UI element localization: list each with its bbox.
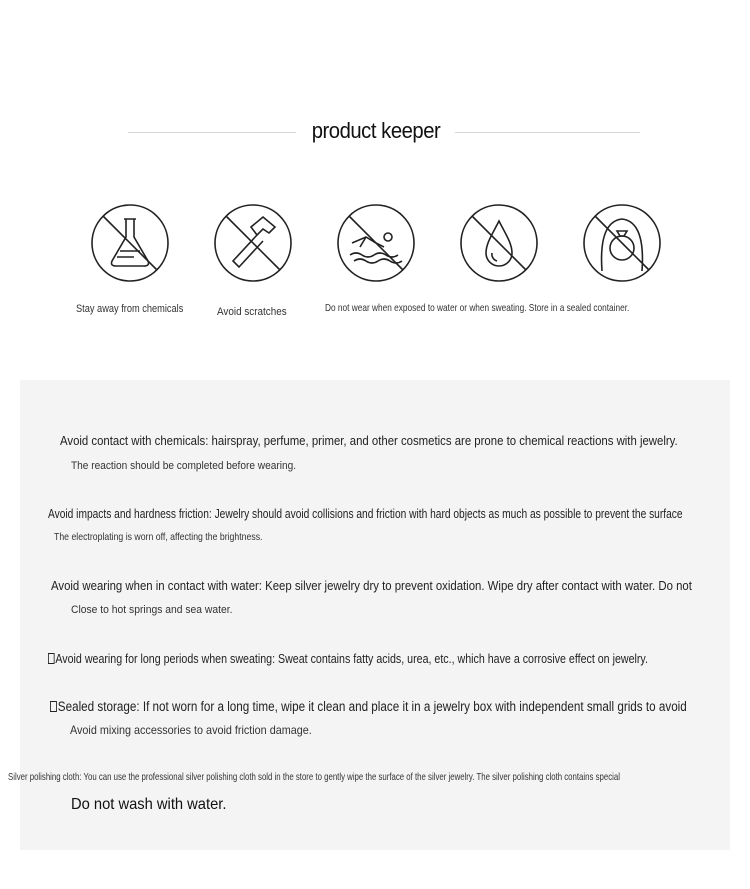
tip-water: Avoid wearing when in contact with water: Keep silver jewelry dry to prevent oxidation. Wipe dry after contact with water. Do not xyxy=(51,578,692,593)
bullet-glyph xyxy=(48,653,55,664)
no-ring-icon xyxy=(582,203,662,283)
caption-scratches: Avoid scratches xyxy=(217,306,287,318)
tip-impacts-sub: The electroplating is worn off, affecting the brightness. xyxy=(54,531,263,543)
tip-storage-sub: Avoid mixing accessories to avoid friction damage. xyxy=(70,723,312,737)
divider-left xyxy=(128,132,296,133)
bullet-glyph xyxy=(50,701,57,712)
caption-water-storage: Do not wear when exposed to water or when sweating. Store in a sealed container. xyxy=(325,302,630,314)
tip-chemicals: Avoid contact with chemicals: hairspray, perfume, primer, and other cosmetics are prone to chemical reactions with jewelry. xyxy=(60,433,678,448)
tip-storage-text: Sealed storage: If not worn for a long time, wipe it clean and place it in a jewelry box with independent small grids to avoid xyxy=(57,699,687,714)
tip-water-sub: Close to hot springs and sea water. xyxy=(71,604,233,616)
tip-impacts: Avoid impacts and hardness friction: Jewelry should avoid collisions and friction with hard objects as much as possible to prevent the surface xyxy=(48,506,683,521)
no-hammer-icon xyxy=(213,203,293,283)
page-title: product keeper xyxy=(311,118,441,143)
divider-right xyxy=(455,132,640,133)
no-swimming-icon xyxy=(336,203,416,283)
no-chemicals-icon xyxy=(90,203,170,283)
caption-chemicals: Stay away from chemicals xyxy=(76,303,184,315)
tip-polishing: Silver polishing cloth: You can use the professional silver polishing cloth sold in the store to gently wipe the surface of the silver jewelry. The silver polishing cloth contains special xyxy=(8,771,620,783)
tip-polishing-sub: Do not wash with water. xyxy=(71,796,227,813)
no-water-drop-icon xyxy=(459,203,539,283)
tip-storage xyxy=(50,699,687,714)
tip-chemicals-sub: The reaction should be completed before wearing. xyxy=(71,460,297,472)
tip-sweating xyxy=(48,651,648,666)
tip-sweating-text: Avoid wearing for long periods when sweating: Sweat contains fatty acids, urea, etc., which have a corrosive effect on jewelry. xyxy=(55,651,648,666)
title-row xyxy=(0,118,750,150)
